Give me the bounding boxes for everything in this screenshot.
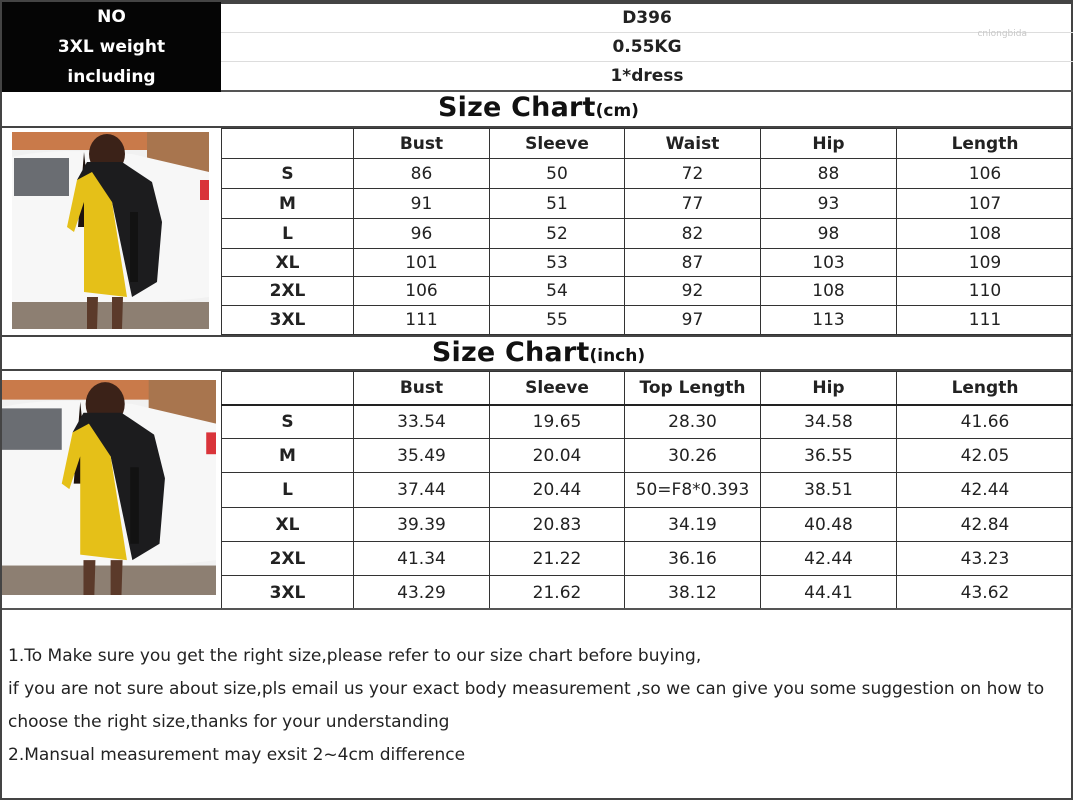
table-row xyxy=(222,306,1073,335)
cell-hip: 93 xyxy=(761,189,897,219)
size-notes xyxy=(8,640,1044,772)
section-divider xyxy=(2,608,1073,610)
cell-length: 42.44 xyxy=(897,473,1073,508)
inch-header-row xyxy=(222,372,1073,405)
cell-bust: 33.54 xyxy=(354,405,490,439)
table-row xyxy=(222,159,1073,189)
inch-chart-title xyxy=(2,337,1073,371)
cm-title-unit: (cm) xyxy=(595,101,639,121)
cell-length: 109 xyxy=(897,249,1073,277)
cell-top-length: 28.30 xyxy=(625,405,761,439)
size-label: 3XL xyxy=(222,576,354,610)
cell-waist: 77 xyxy=(625,189,761,219)
size-label: M xyxy=(222,439,354,473)
cm-header-length: Length xyxy=(897,129,1073,159)
cell-length: 106 xyxy=(897,159,1073,189)
cell-sleeve: 20.83 xyxy=(490,508,625,542)
inch-header-bust: Bust xyxy=(354,372,490,405)
cell-bust: 91 xyxy=(354,189,490,219)
cell-length: 41.66 xyxy=(897,405,1073,439)
size-label: 2XL xyxy=(222,277,354,306)
cm-header-sleeve: Sleeve xyxy=(490,129,625,159)
cell-bust: 37.44 xyxy=(354,473,490,508)
note-line: 1.To Make sure you get the right size,please refer to our size chart before buying, xyxy=(8,646,702,666)
cm-header-waist: Waist xyxy=(625,129,761,159)
cell-bust: 35.49 xyxy=(354,439,490,473)
size-label: 2XL xyxy=(222,542,354,576)
note-line: choose the right size,thanks for your understanding xyxy=(8,712,450,732)
table-row xyxy=(222,508,1073,542)
table-row xyxy=(222,542,1073,576)
cell-hip: 98 xyxy=(761,219,897,249)
inch-title-text: Size Chart xyxy=(431,337,590,368)
inch-title-unit: (inch) xyxy=(589,346,646,366)
cell-sleeve: 52 xyxy=(490,219,625,249)
inch-header-top-length: Top Length xyxy=(625,372,761,405)
cell-hip: 44.41 xyxy=(761,576,897,610)
cell-bust: 106 xyxy=(354,277,490,306)
table-row xyxy=(222,189,1073,219)
info-labels xyxy=(2,2,221,92)
cell-length: 43.62 xyxy=(897,576,1073,610)
cell-sleeve: 21.22 xyxy=(490,542,625,576)
size-label: S xyxy=(222,405,354,439)
cell-bust: 96 xyxy=(354,219,490,249)
table-row xyxy=(222,249,1073,277)
cell-hip: 103 xyxy=(761,249,897,277)
cell-waist: 82 xyxy=(625,219,761,249)
cell-bust: 43.29 xyxy=(354,576,490,610)
cell-top-length: 36.16 xyxy=(625,542,761,576)
cell-hip: 42.44 xyxy=(761,542,897,576)
cell-hip: 36.55 xyxy=(761,439,897,473)
label-including: including xyxy=(67,67,156,87)
dress-photo-icon xyxy=(2,380,216,595)
cell-bust: 86 xyxy=(354,159,490,189)
value-model-no: D396 xyxy=(221,4,1073,33)
cm-header-bust: Bust xyxy=(354,129,490,159)
cell-length: 111 xyxy=(897,306,1073,335)
cell-waist: 72 xyxy=(625,159,761,189)
dress-photo-icon xyxy=(12,132,209,329)
cell-length: 107 xyxy=(897,189,1073,219)
table-row xyxy=(222,277,1073,306)
inch-header-length: Length xyxy=(897,372,1073,405)
cell-sleeve: 51 xyxy=(490,189,625,219)
size-label: XL xyxy=(222,508,354,542)
cell-sleeve: 20.44 xyxy=(490,473,625,508)
size-label: M xyxy=(222,189,354,219)
cm-title-text: Size Chart xyxy=(438,92,596,123)
value-including: 1*dress xyxy=(610,66,684,86)
cell-bust: 39.39 xyxy=(354,508,490,542)
cell-length: 43.23 xyxy=(897,542,1073,576)
cell-length: 108 xyxy=(897,219,1073,249)
table-row xyxy=(222,219,1073,249)
cell-bust: 101 xyxy=(354,249,490,277)
info-values xyxy=(221,2,1073,92)
cell-hip: 38.51 xyxy=(761,473,897,508)
size-label: L xyxy=(222,473,354,508)
inch-size-table xyxy=(221,371,1073,610)
cell-hip: 34.58 xyxy=(761,405,897,439)
cell-sleeve: 50 xyxy=(490,159,625,189)
cell-sleeve: 20.04 xyxy=(490,439,625,473)
table-row xyxy=(222,439,1073,473)
table-row xyxy=(222,576,1073,610)
watermark: cnlongbida xyxy=(977,29,1027,39)
cell-hip: 88 xyxy=(761,159,897,189)
inch-header-sleeve: Sleeve xyxy=(490,372,625,405)
cell-bust: 111 xyxy=(354,306,490,335)
size-label: S xyxy=(222,159,354,189)
cm-size-table xyxy=(221,128,1073,335)
cell-top-length: 50=F8*0.393 xyxy=(625,473,761,508)
cell-waist: 92 xyxy=(625,277,761,306)
note-line: if you are not sure about size,pls email us your exact body measurement ,so we can give you some suggestion on how to xyxy=(8,679,1045,699)
table-row xyxy=(222,473,1073,508)
cell-length: 110 xyxy=(897,277,1073,306)
cell-hip: 113 xyxy=(761,306,897,335)
cm-header-size xyxy=(222,129,354,159)
note-line: 2.Mansual measurement may exsit 2~4cm difference xyxy=(8,745,466,765)
cell-sleeve: 19.65 xyxy=(490,405,625,439)
cell-sleeve: 21.62 xyxy=(490,576,625,610)
product-photo-cm xyxy=(2,128,221,336)
cell-sleeve: 54 xyxy=(490,277,625,306)
cm-header-row xyxy=(222,129,1073,159)
cell-top-length: 34.19 xyxy=(625,508,761,542)
size-label: XL xyxy=(222,249,354,277)
cell-sleeve: 53 xyxy=(490,249,625,277)
inch-header-hip: Hip xyxy=(761,372,897,405)
label-weight: 3XL weight xyxy=(57,37,166,57)
product-photo-inch xyxy=(2,371,221,609)
table-row xyxy=(222,405,1073,439)
inch-header-size xyxy=(222,372,354,405)
cell-sleeve: 55 xyxy=(490,306,625,335)
value-weight: 0.55KG xyxy=(221,33,1073,62)
cell-hip: 108 xyxy=(761,277,897,306)
size-label: 3XL xyxy=(222,306,354,335)
cell-length: 42.84 xyxy=(897,508,1073,542)
product-info xyxy=(2,2,1073,92)
cm-header-hip: Hip xyxy=(761,129,897,159)
size-label: L xyxy=(222,219,354,249)
cell-top-length: 38.12 xyxy=(625,576,761,610)
label-no: NO xyxy=(97,7,126,27)
cm-chart-title xyxy=(2,92,1073,128)
cell-hip: 40.48 xyxy=(761,508,897,542)
cell-bust: 41.34 xyxy=(354,542,490,576)
cell-waist: 87 xyxy=(625,249,761,277)
cell-waist: 97 xyxy=(625,306,761,335)
cell-top-length: 30.26 xyxy=(625,439,761,473)
cell-length: 42.05 xyxy=(897,439,1073,473)
